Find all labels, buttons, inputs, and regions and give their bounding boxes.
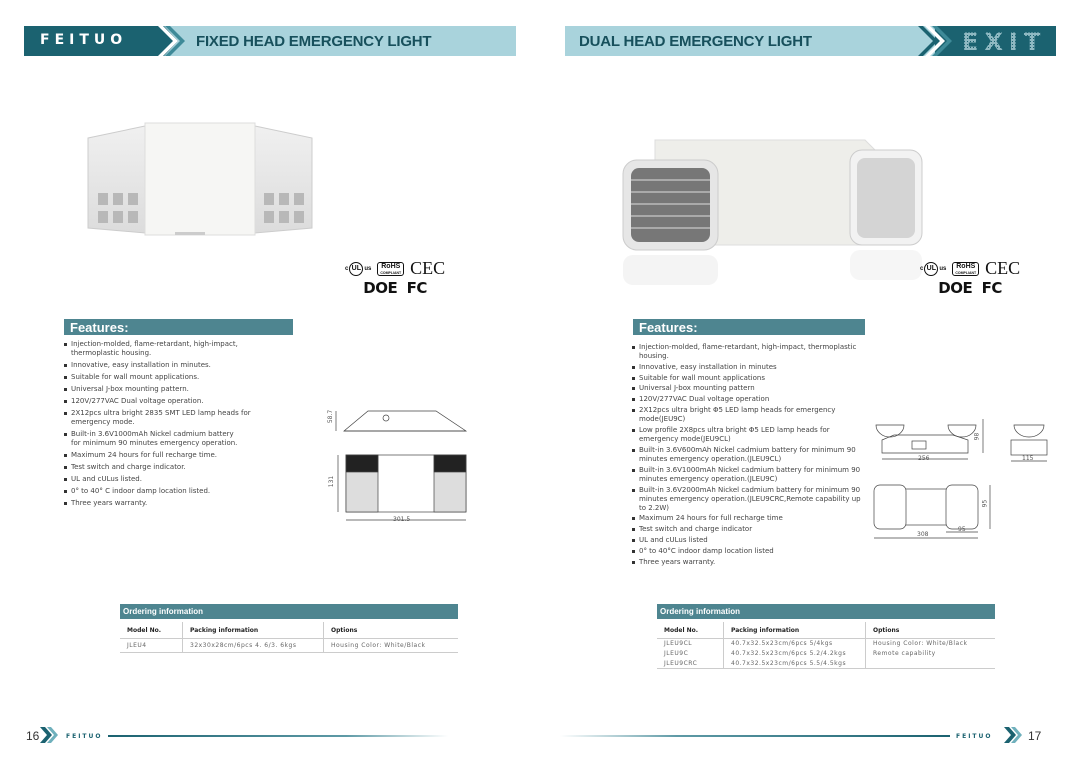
fcc-logo: FC xyxy=(981,279,1002,297)
feature-item: Maximum 24 hours for full recharge time xyxy=(632,514,867,523)
options-cell: Remote capability xyxy=(866,649,996,659)
table-row xyxy=(657,639,995,649)
dim-width: 301.5 xyxy=(393,516,411,523)
feature-item: 120V/277VAC Dual voltage operation xyxy=(632,395,867,404)
features-list xyxy=(64,340,284,511)
ordering-heading: Ordering information xyxy=(120,604,458,619)
column-header: Model No. xyxy=(657,622,724,639)
feature-item: 120V/277VAC Dual voltage operation. xyxy=(64,397,284,406)
packing-cell: 40.7x32.5x23cm/6pcs 5/4kgs xyxy=(724,639,866,649)
ordering-heading: Ordering information xyxy=(657,604,995,619)
table-row xyxy=(657,649,995,659)
feature-item: Built-in 3.6V1000mAh Nickel cadmium battery for minimum 90 minutes emergency operation. xyxy=(64,430,241,448)
feature-item: Maximum 24 hours for full recharge time. xyxy=(64,451,284,460)
feature-item: Test switch and charge indicator xyxy=(632,525,867,534)
packing-cell: 32x30x28cm/6pcs 4. 6/3. 6kgs xyxy=(183,639,324,653)
column-header: Model No. xyxy=(120,622,183,639)
feature-item: UL and cULus listed xyxy=(632,536,867,545)
dual-head-product-image xyxy=(615,130,935,295)
doe-logo: DOE xyxy=(363,279,398,297)
chevron-icon xyxy=(1004,727,1024,743)
dim-head-width: 95 xyxy=(958,526,966,533)
feature-item: Injection-molded, flame-retardant, high-impact, thermoplastic housing. xyxy=(64,340,284,358)
model-cell: JLEU9CL xyxy=(664,640,693,648)
exit-sign-badge: EXIT xyxy=(962,28,1047,56)
fixed-head-dimension-drawing xyxy=(326,405,476,525)
options-cell xyxy=(866,659,996,669)
model-cell: JLEU9C xyxy=(664,650,689,657)
features-list xyxy=(632,343,867,568)
options-cell: Housing Color: White/Black xyxy=(324,639,459,653)
feature-item: Low profile 2X8pcs ultra bright Φ5 LED lamp heads for emergency mode(JEU9CL) xyxy=(632,426,867,444)
feature-item: 2X12pcs ultra bright Φ5 LED lamp heads for emergency mode(JEU9C) xyxy=(632,406,867,424)
ordering-table xyxy=(120,622,458,653)
chevron-icon xyxy=(918,26,958,56)
feature-item: Built-in 3.6V1000mAh Nickel cadmium battery for minimum 90 minutes emergency operation.(JLEU9C) xyxy=(632,466,867,484)
table-row xyxy=(657,659,995,669)
options-cell: Housing Color: White/Black xyxy=(866,639,996,649)
dim-bottom-width: 308 xyxy=(917,531,929,538)
footer-divider xyxy=(108,735,448,737)
dim-head-height: 95 xyxy=(981,499,989,508)
feature-item: 0° to 40° C indoor damp location listed. xyxy=(64,487,284,496)
feature-item: Injection-molded, flame-retardant, high-impact, thermoplastic housing. xyxy=(632,343,867,361)
rohs-icon: RoHS COMPLIANT xyxy=(952,262,979,276)
feature-item: Built-in 3.6V600mAh Nickel cadmium battery for minimum 90 minutes emergency operation.(JLEU9CL) xyxy=(632,446,867,464)
packing-cell: 40.7x32.5x23cm/6pcs 5.2/4.2kgs xyxy=(724,649,866,659)
doe-logo: DOE xyxy=(938,279,973,297)
column-header: Options xyxy=(324,622,459,639)
feature-item: Built-in 3.6V2000mAh Nickel cadmium battery for minimum 90 minutes emergency operation.(JLEU9CRC,Remote capability up to 2.2W) xyxy=(632,486,867,513)
dim-front-height: 131 xyxy=(328,475,336,488)
page-title: DUAL HEAD EMERGENCY LIGHT xyxy=(579,33,812,50)
page-number: 17 xyxy=(1028,729,1042,743)
chevron-icon xyxy=(40,727,60,743)
features-heading: Features: xyxy=(64,319,293,335)
feature-item: Universal J-box mounting pattern. xyxy=(64,385,284,394)
column-header: Packing information xyxy=(724,622,866,639)
column-header: Packing information xyxy=(183,622,324,639)
ordering-table xyxy=(657,622,995,669)
certification-logos xyxy=(920,258,1020,297)
feature-item: Suitable for wall mount applications. xyxy=(64,373,284,382)
packing-cell: 40.7x32.5x23cm/6pcs 5.5/4.5kgs xyxy=(724,659,866,669)
column-header: Options xyxy=(866,622,996,639)
features-heading: Features: xyxy=(633,319,865,335)
fixed-head-product-image xyxy=(80,118,320,253)
footer-divider xyxy=(560,735,950,737)
ul-listed-icon: c UL us xyxy=(920,262,946,276)
feature-item: Suitable for wall mount applications xyxy=(632,374,867,383)
rohs-icon: RoHS COMPLIANT xyxy=(377,262,404,276)
feature-item: 0° to 40°C indoor damp location listed xyxy=(632,547,867,556)
brand-logo: FEITUO xyxy=(40,32,128,48)
feature-item: Test switch and charge indicator. xyxy=(64,463,284,472)
footer-brand: FEITUO xyxy=(66,733,103,740)
certification-logos xyxy=(345,258,445,297)
cec-logo: CEC xyxy=(985,258,1021,278)
page-number: 16 xyxy=(26,729,40,743)
model-cell: JLEU9CRC xyxy=(657,659,724,669)
dim-front-height: 98 xyxy=(973,432,981,441)
footer-brand: FEITUO xyxy=(956,733,993,740)
cec-logo: CEC xyxy=(410,258,446,278)
feature-item: 2X12pcs ultra bright 2835 SMT LED lamp heads for emergency mode. xyxy=(64,409,271,427)
dim-front-width: 256 xyxy=(918,455,930,462)
feature-item: Three years warranty. xyxy=(64,499,284,508)
ul-listed-icon: c UL us xyxy=(345,262,371,276)
feature-item: Innovative, easy installation in minutes. xyxy=(64,361,284,370)
feature-item: Universal J-box mounting pattern xyxy=(632,384,867,393)
chevron-icon xyxy=(150,26,190,56)
model-cell: JLEU4 xyxy=(120,639,183,653)
feature-item: Three years warranty. xyxy=(632,558,867,567)
dim-side-height: 58.7 xyxy=(327,409,335,424)
dim-side-width: 115 xyxy=(1022,455,1034,462)
feature-item: Innovative, easy installation in minutes xyxy=(632,363,867,372)
fcc-logo: FC xyxy=(406,279,427,297)
table-row xyxy=(120,639,458,653)
feature-item: UL and cULus listed. xyxy=(64,475,284,484)
page-title: FIXED HEAD EMERGENCY LIGHT xyxy=(196,33,432,50)
